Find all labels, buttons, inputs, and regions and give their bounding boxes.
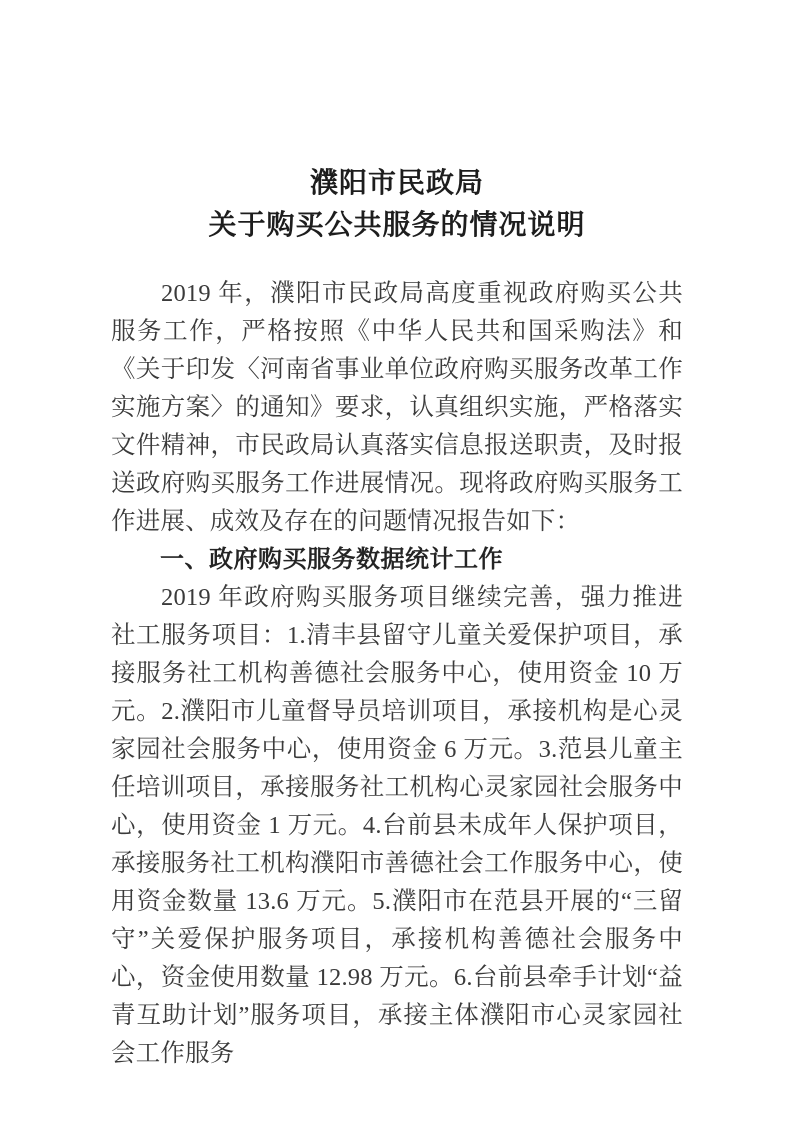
document-body bbox=[111, 247, 683, 1073]
body-paragraph-intro: 2019 年，濮阳市民政局高度重视政府购买公共服务工作，严格按照《中华人民共和国采购法》和《关于印发〈河南省事业单位政府购买服务改革工作实施方案〉的通知》要求，认真组织实施，严格落实文件精神，市民政局认真落实信息报送职责，及时报送政府购买服务工作进展情况。现将政府购买服务工作进展、成效及存在的问题情况报告如下： bbox=[111, 280, 683, 535]
page-title-line-2: 关于购买公共服务的情况说明 bbox=[208, 210, 586, 241]
page-title bbox=[0, 0, 794, 247]
body-paragraph-section-1: 2019 年政府购买服务项目继续完善，强力推进社工服务项目：1.清丰县留守儿童关爱保护项目，承接服务社工机构善德社会服务中心，使用资金 10 万元。2.濮阳市儿童督导员培训项目，承接机构是心灵家园社会服务中心，使用资金 6 万元。3.范县儿童主任培训项目，承接服务社工机构心灵家园社会服务中心，使用资金 1 万元。4.台前县未成年人保护项目，承接服务社工机构濮阳市善德社会工作服务中心，使用资金数量 13.6 万元。5.濮阳市在范县开展的“三留守”关爱保护服务项目，承接机构善德社会服务中心，资金使用数量 12.98 万元。6.台前县牵手计划“益青互助计划”服务项目，承接主体濮阳市心灵家园社会工作服务 bbox=[111, 584, 683, 1067]
page-title-line-1: 濮阳市民政局 bbox=[309, 168, 484, 199]
section-heading-1: 一、政府购买服务数据统计工作 bbox=[160, 546, 503, 573]
